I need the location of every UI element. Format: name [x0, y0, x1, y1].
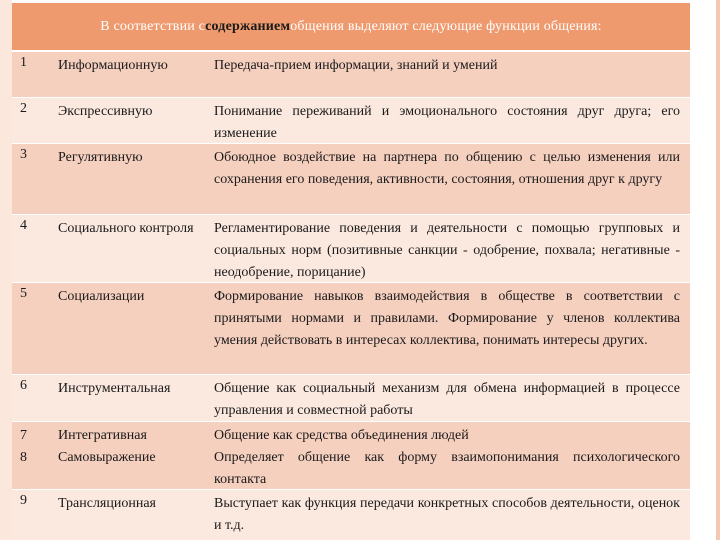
table-row — [12, 98, 690, 144]
function-name: Социализации — [58, 289, 145, 304]
function-name: Интегративная — [58, 428, 147, 443]
function-name: Инструментальная — [58, 381, 171, 396]
function-name: Самовыражение — [58, 450, 156, 465]
table-row — [12, 283, 690, 375]
function-description: Регламентирование поведения и деятельности с помощью групповых и социальных норм (позитивные санкции - одобрение, похвала; негативные - неодобрение, порицание) — [214, 221, 680, 280]
row-number: 4 — [20, 218, 27, 233]
function-name: Социального контроля — [58, 221, 194, 236]
table-row — [12, 52, 690, 98]
row-number: 6 — [20, 378, 27, 393]
function-description: Определяет общение как форму взаимопонимания психологического контакта — [214, 450, 680, 487]
function-name: Трансляционная — [58, 496, 156, 511]
slide-frame-right — [716, 0, 720, 540]
header-text-pre: В соответствии с — [100, 18, 206, 34]
functions-table — [12, 3, 690, 541]
row-number: 8 — [20, 450, 27, 465]
table-row — [12, 215, 690, 283]
function-name: Экспрессивную — [58, 104, 153, 119]
table-row — [12, 375, 690, 422]
function-description: Обоюдное воздействие на партнера по общению с целью изменения или сохранения его поведения, активности, состояния, отношения друг к другу — [214, 150, 680, 187]
row-number: 1 — [20, 55, 27, 70]
function-description: Выступает как функция передачи конкретных способов деятельности, оценок и т.д. — [214, 496, 680, 533]
table-row — [12, 422, 690, 490]
row-number-group — [12, 422, 50, 489]
row-number: 5 — [20, 286, 27, 301]
slide-frame-left — [0, 0, 12, 540]
row-number: 7 — [20, 428, 27, 443]
function-name-group — [50, 422, 202, 489]
table-row — [12, 144, 690, 215]
function-description: Понимание переживаний и эмоционального состояния друг друга; его изменение — [214, 104, 680, 141]
table-header — [12, 3, 690, 52]
row-number: 9 — [20, 493, 27, 508]
function-description: Передача-прием информации, знаний и умений — [214, 58, 498, 73]
header-text-post: общения выделяют следующие функции общения: — [290, 18, 602, 34]
table-row — [12, 490, 690, 541]
function-description: Общение как средства объединения людей — [214, 428, 469, 443]
function-name: Информационную — [58, 58, 168, 73]
header-text-highlight: содержанием — [205, 18, 291, 34]
row-number: 3 — [20, 147, 27, 162]
function-name: Регулятивную — [58, 150, 143, 165]
function-description-group — [202, 422, 690, 489]
function-description: Формирование навыков взаимодействия в обществе в соответствии с принятыми нормами и правилами. Формирование у членов коллектива умения действовать в интересах коллектива, понимать интересы других. — [214, 289, 680, 348]
function-description: Общение как социальный механизм для обмена информацией в процессе управления и совместной работы — [214, 381, 680, 418]
row-number: 2 — [20, 101, 27, 116]
